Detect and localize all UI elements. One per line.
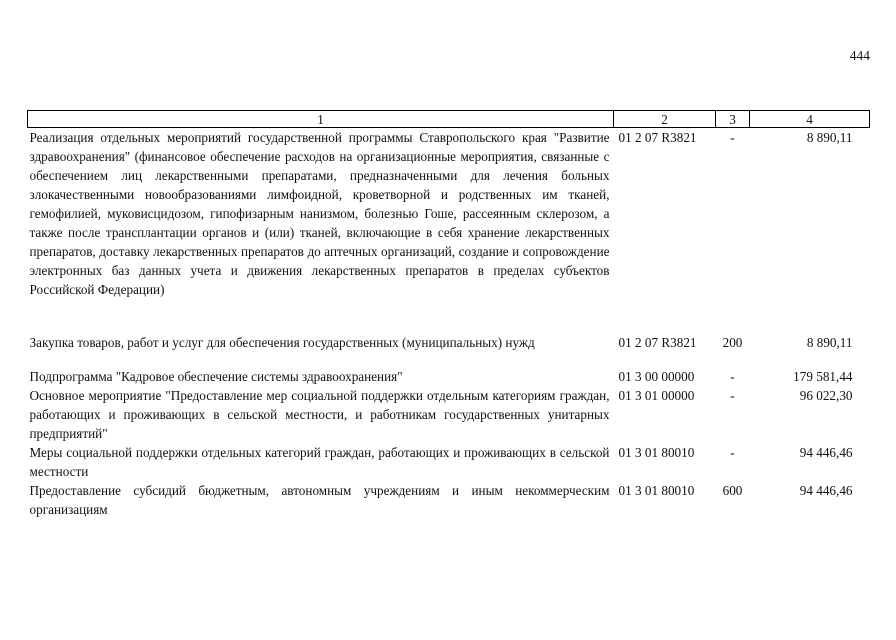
page-number: 444 — [849, 48, 870, 63]
table-row — [28, 128, 870, 300]
header-col-4: 4 — [750, 111, 870, 128]
header-col-3: 3 — [716, 111, 750, 128]
table-row — [28, 352, 870, 386]
row-amount: 179 581,44 — [793, 369, 853, 384]
row-amount: 96 022,30 — [799, 388, 853, 403]
row-type: - — [730, 388, 735, 403]
table-row — [28, 386, 870, 443]
row-code: 01 3 01 80010 — [618, 445, 695, 460]
row-type: 200 — [722, 335, 743, 350]
table-row — [28, 443, 870, 481]
budget-table — [27, 110, 870, 519]
row-code: 01 2 07 R3821 — [618, 130, 697, 145]
row-type: - — [730, 130, 735, 145]
row-name: Меры социальной поддержки отдельных категорий граждан, работающих и проживающих в сельской местности — [29, 445, 610, 479]
row-code: 01 3 01 80010 — [618, 483, 695, 498]
row-code: 01 3 00 00000 — [618, 369, 695, 384]
table-row — [28, 299, 870, 352]
row-type: - — [730, 369, 735, 384]
row-type: 600 — [722, 483, 743, 498]
row-name: Основное мероприятие "Предоставление мер социальной поддержки отдельным категориям граждан, работающих и проживающих в сельской местности, и работникам государственных унитарных предприятий" — [29, 388, 610, 441]
row-name: Закупка товаров, работ и услуг для обеспечения государственных (муниципальных) нужд — [29, 335, 535, 350]
header-col-2: 2 — [614, 111, 716, 128]
row-name: Реализация отдельных мероприятий государственной программы Ставропольского края "Развитие здравоохранения" (финансовое обеспечение расходов на организационные мероприятия, связанные с обеспечением лиц лекарственными препаратами, предназначенными для лечения больных злокачественными новообразованиями лимфоидной, кроветворной и родственных им тканей, гемофилией, муковисцидозом, гипофизарным нанизмом, болезнью Гоше, рассеянным склерозом, а также после трансплантации органов и (или) тканей, включающие в себя хранение лекарственных препаратов, доставку лекарственных препаратов до аптечных организаций, создание и сопровождение электронных баз данных учета и движения лекарственных препаратов в пределах субъектов Российской Федерации) — [29, 130, 610, 297]
header-row — [28, 111, 870, 128]
row-name: Подпрограмма "Кадровое обеспечение системы здравоохранения" — [29, 369, 403, 384]
row-code: 01 3 01 00000 — [618, 388, 695, 403]
header-col-1: 1 — [28, 111, 614, 128]
row-amount: 94 446,46 — [799, 445, 853, 460]
row-name: Предоставление субсидий бюджетным, автономным учреждениям и иным некоммерческим организациям — [29, 483, 610, 517]
row-amount: 8 890,11 — [806, 130, 853, 145]
row-amount: 8 890,11 — [806, 335, 853, 350]
row-code: 01 2 07 R3821 — [618, 335, 697, 350]
row-type: - — [730, 445, 735, 460]
table-row — [28, 481, 870, 519]
row-amount: 94 446,46 — [799, 483, 853, 498]
